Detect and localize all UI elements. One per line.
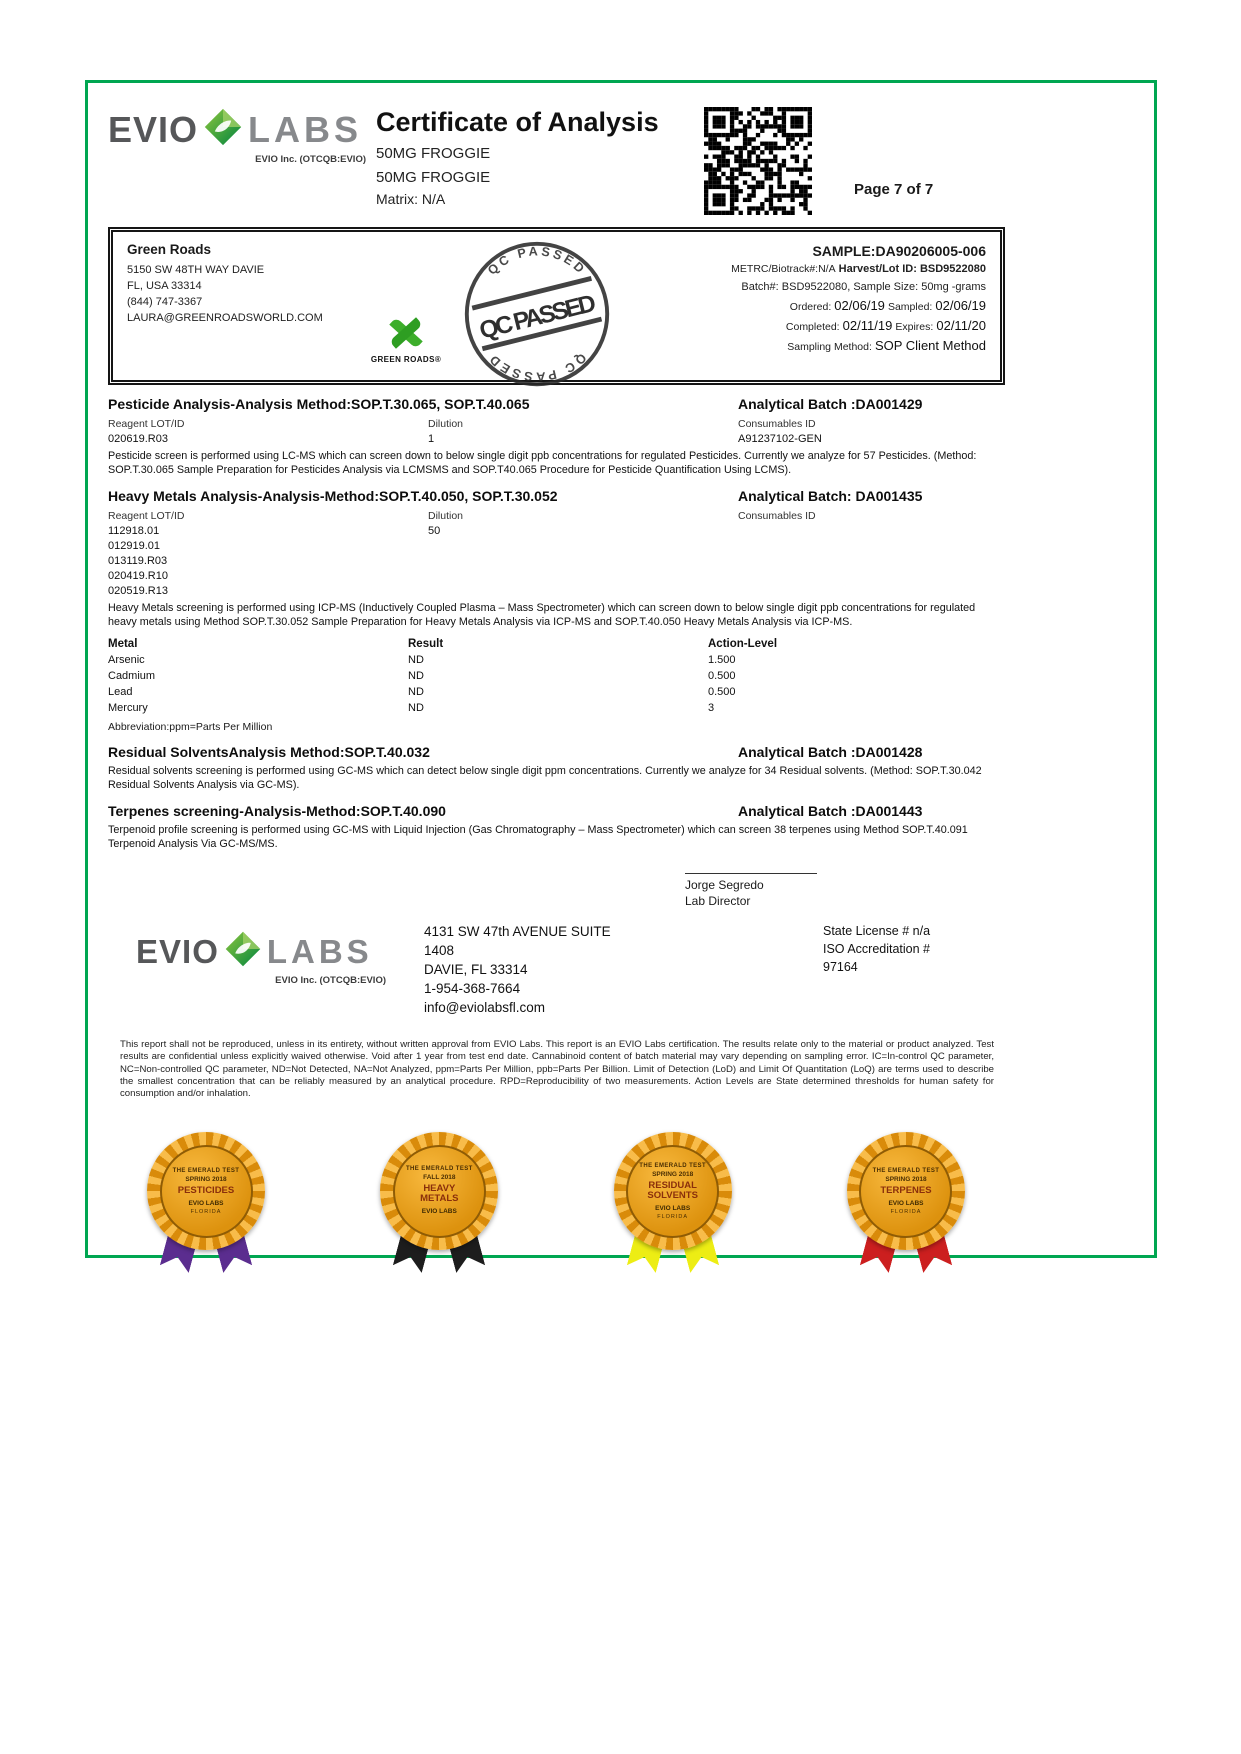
evio-ticker-text: EVIO Inc. (OTCQB:EVIO) [275,975,386,986]
pesticide-dilution: 1 [428,433,435,445]
client-email: LAURA@GREENROADSWORLD.COM [127,312,323,324]
badge-terpenes [830,1132,982,1292]
terpenes-description: Terpenoid profile screening is performed using GC-MS with Liquid Injection (Gas Chromatography – Mass Spectrometer) which can screen 38 terpenes using Method SOP.T.40.091 Terpenoid Analysis Via GC-MS/MS. [108,824,968,850]
page-number: Page 7 of 7 [854,181,934,198]
hm-reagent-lot: 020419.R10 [108,570,168,582]
client-address-line2: FL, USA 33314 [127,280,202,292]
hm-reagent-lot: 012919.01 [108,540,160,552]
table-row: Lead ND 0.500 [108,686,736,698]
consumables-header: Consumables ID [738,418,816,430]
dilution-header: Dilution [428,510,464,522]
expires-date: 02/11/20 [936,318,986,333]
disclaimer-text: This report shall not be reproduced, unless in its entirety, without written approval from EVIO Labs. This report is an EVIO Labs certification. The results relate only to the material or product analyzed. Test results are confidential unless explicitly waived otherwise. Void after 1 year from test end date. Cannabinoid content of batch material may vary depending on sampling error. IC=In-control QC parameter, NC=Non-controlled QC parameter, ND=Not Detected, NA=Not Analyzed, ppm=Parts Per Million, ppb=Parts Per Billion. Limit of Detection (LoD) and Limit Of Quantitation (LoQ) are terms used to describe the smallest concentration that can be reliably measured by an analytical procedure. RPD=Reproducibility of two measurements. Action Levels are State determined thresholds for human safety for consumption and/or inhalation. [120,1039,994,1100]
signature-line [685,873,817,874]
evio-logo-text: EVIO [108,108,199,150]
pesticide-analytical-batch: Analytical Batch :DA001429 [738,396,923,412]
client-phone: (844) 747-3367 [127,296,203,308]
client-name: Green Roads [127,242,212,257]
section-residual-solvents [108,744,1134,792]
expires-label: Expires: [895,321,934,333]
consumables-header: Consumables ID [738,510,816,522]
pesticide-reagent-lot: 020619.R03 [108,433,168,445]
qc-stamp-icon [449,238,625,394]
sample-id: DA90206005-006 [875,243,986,259]
matrix-line: Matrix: N/A [376,191,446,207]
evio-diamond-icon [224,930,262,973]
hm-reagent-lot: 020519.R13 [108,585,168,597]
award-badges-row [130,1132,982,1292]
green-roads-logo-text: GREEN ROADS® [370,355,442,364]
emerald-test-seal-icon: THE EMERALD TEST SPRING 2018 TERPENES EVIO LABS FLORIDA [847,1132,965,1250]
labs-logo-text: LABS [248,108,363,150]
lab-director-title: Lab Director [685,894,751,908]
reagent-header: Reagent LOT/ID [108,510,185,522]
badge-pesticides [130,1132,282,1292]
section-heavy-metals [108,488,1134,733]
lab-director-name: Jorge Segredo [685,878,764,892]
labs-logo-text: LABS [266,932,373,970]
signature-block [685,873,1134,908]
sample-details [627,242,986,372]
hm-dilution: 50 [428,525,441,537]
lab-phone: 1-954-368-7664 [424,981,521,996]
residual-solvents-analytical-batch: Analytical Batch :DA001428 [738,744,923,760]
sample-info-box [108,227,1005,385]
metals-table-header: Metal Result Action-Level [108,638,778,650]
lab-email: info@eviolabsfl.com [424,1000,546,1015]
terpenes-analytical-batch: Analytical Batch :DA001443 [738,803,923,819]
table-row: Arsenic ND 1.500 [108,654,736,666]
heavy-metals-section-title: Heavy Metals Analysis-Analysis-Method:SOP.T.40.050, SOP.T.30.052 [108,488,558,504]
table-row: Mercury ND 3 [108,702,715,714]
heavy-metals-description: Heavy Metals screening is performed using ICP-MS (Inductively Coupled Plasma – Mass Spectrometer) which can screen down to below single digit ppb concentrations for regulated heavy metals using Method SOP.T.30.052 Sample Preparation for Heavy Metals Analysis via ICP-MS and SOP.T.40.050 Heavy Metals Analysis via ICP-MS. [108,602,976,628]
pesticide-section-title: Pesticide Analysis-Analysis Method:SOP.T.30.065, SOP.T.40.065 [108,396,530,412]
badge-heavy-metals [363,1132,515,1292]
license-info [823,922,1005,976]
lab-address [424,922,642,1017]
section-pesticide [108,396,1134,477]
evio-labs-logo-footer [136,930,386,986]
client-info [127,242,365,372]
residual-solvents-section-title: Residual SolventsAnalysis Method:SOP.T.40.032 [108,744,430,760]
green-roads-logo [365,242,447,372]
emerald-test-seal-icon: THE EMERALD TEST SPRING 2018 PESTICIDES EVIO LABS FLORIDA [147,1132,265,1250]
dilution-header: Dilution [428,418,464,430]
iso-accreditation-number: 97164 [823,960,858,974]
hm-reagent-lot: 112918.01 [108,525,160,537]
sample-label: SAMPLE: [812,243,876,259]
lab-address-line2: DAVIE, FL 33314 [424,962,528,977]
client-address-line1: 5150 SW 48TH WAY DAVIE [127,264,265,276]
emerald-test-seal-icon: THE EMERALD TEST FALL 2018 HEAVY METALS EVIO LABS [380,1132,498,1250]
metrc-label: METRC/Biotrack#:N/A [731,263,836,275]
product-name-line1: 50MG FROGGIE [376,145,491,162]
footer [108,922,1005,1017]
sampling-method-label: Sampling Method: [787,341,872,353]
residual-solvents-description: Residual solvents screening is performed using GC-MS which can detect below single digit ppm concentrations. Currently we analyze for 34 Residual solvents. (Method: SOP.T.30.042 Residual Solvents Analysis via GC-MS). [108,765,982,791]
section-terpenes [108,803,1134,851]
svg-text:QC PASSED: QC PASSED [485,244,589,278]
qr-code [704,107,812,215]
sampling-method-value: SOP Client Method [874,338,986,353]
sampled-date: 02/06/19 [935,298,986,313]
completed-date: 02/11/19 [842,318,893,333]
heavy-metals-analytical-batch: Analytical Batch: DA001435 [738,488,923,504]
pesticide-consumables-id: A91237102-GEN [738,433,822,445]
qc-passed-stamp [449,238,627,384]
certificate-page-border [85,80,1157,1258]
state-license: State License # n/a [823,924,931,938]
hm-reagent-lot: 013119.R03 [108,555,168,567]
reagent-header: Reagent LOT/ID [108,418,185,430]
ordered-date: 02/06/19 [834,298,885,313]
table-row: Cadmium ND 0.500 [108,670,736,682]
title-block [376,107,698,207]
product-name-line2: 50MG FROGGIE [376,169,491,186]
terpenes-section-title: Terpenes screening-Analysis-Method:SOP.T.40.090 [108,803,446,819]
evio-ticker-text: EVIO Inc. (OTCQB:EVIO) [255,154,366,165]
lab-address-line1: 4131 SW 47th AVENUE SUITE 1408 [424,924,611,958]
completed-label: Completed: [785,321,840,333]
badge-residual-solvents [597,1132,749,1292]
sampled-label: Sampled: [887,301,933,313]
header [108,83,1134,215]
ordered-label: Ordered: [789,301,832,313]
evio-labs-logo [108,107,366,165]
document-title: Certificate of Analysis [376,107,659,137]
evio-diamond-icon [203,107,243,152]
svg-text:QC PASSED: QC PASSED [476,289,599,345]
abbreviation-note: Abbreviation:ppm=Parts Per Million [108,721,273,733]
batch-line: Batch#: BSD9522080, Sample Size: 50mg -grams [741,281,986,293]
svg-text:QC PASSED: QC PASSED [485,350,589,384]
iso-accreditation-label: ISO Accreditation # [823,942,931,956]
evio-logo-text: EVIO [136,932,219,970]
pesticide-description: Pesticide screen is performed using LC-MS which can screen down to below single digit ppb concentrations for regulated Pesticides. Currently we analyze for 57 Pesticides. (Method: SOP.T.30.065 Sample Preparation for Pesticides Analysis via LCMSMS and SOP.T40.065 Procedure for Pesticide Quantification Using LCMS). [108,450,977,476]
harvest-lot-id: Harvest/Lot ID: BSD9522080 [838,263,986,275]
green-roads-x-icon [384,316,428,350]
emerald-test-seal-icon: THE EMERALD TEST SPRING 2018 RESIDUAL SOLVENTS EVIO LABS FLORIDA [614,1132,732,1250]
